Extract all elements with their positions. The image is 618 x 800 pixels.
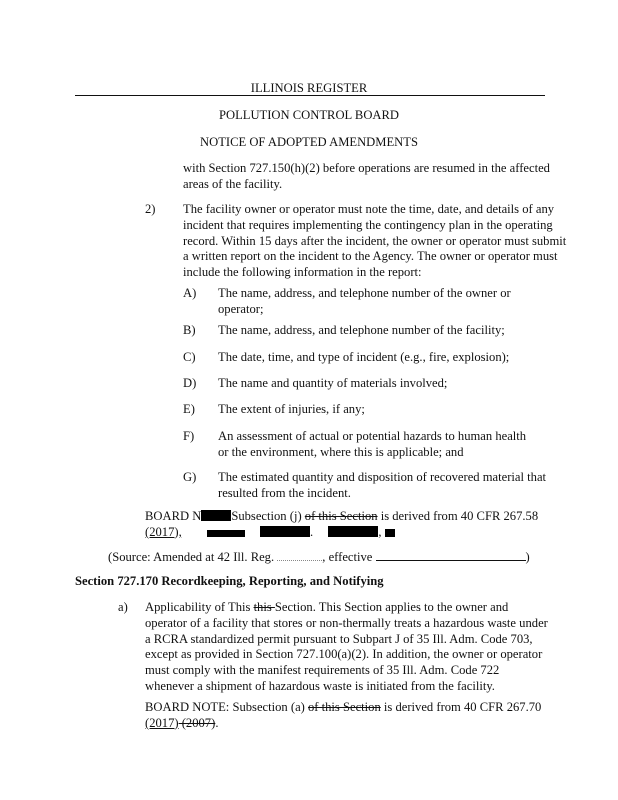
item-label: a): [118, 600, 128, 614]
subitem-text: The estimated quantity and disposition of recovered material that resulted from the incident.: [218, 470, 547, 500]
continuation-text: with Section 727.150(h)(2) before operations are resumed in the affected areas of the facility.: [183, 161, 550, 191]
redaction: [260, 526, 310, 537]
section-heading: Section 727.170 Recordkeeping, Reporting, and Notifying: [75, 574, 384, 588]
subitem-label: G): [183, 470, 197, 484]
subitem-label: E): [183, 402, 195, 416]
board-title: POLLUTION CONTROL BOARD: [218, 108, 400, 122]
subitem-text: The extent of injuries, if any;: [218, 402, 365, 416]
register-title: ILLINOIS REGISTER: [250, 81, 368, 95]
redaction: [328, 526, 378, 537]
subitem-text: The name, address, and telephone number of the owner or operator;: [218, 286, 511, 316]
subitem-text: The date, time, and type of incident (e.g., fire, explosion);: [218, 350, 510, 364]
subitem-label: B): [183, 323, 196, 337]
redaction: [385, 529, 395, 537]
subitem-text: The name, address, and telephone number of the facility;: [218, 323, 505, 337]
redaction: [207, 530, 245, 537]
notice-title: NOTICE OF ADOPTED AMENDMENTS: [200, 135, 418, 149]
board-note-1: BOARD N Subsection (j) of this Section is derived from 40 CFR 267.58 (2017), . ,: [145, 509, 539, 539]
subitem-label: C): [183, 350, 196, 364]
blank-date: [376, 549, 526, 561]
subitem-text: An assessment of actual or potential hazards to human health or the environment, where this is applicable; and: [218, 429, 527, 459]
redaction: [201, 510, 231, 521]
source-note: (Source: Amended at 42 Ill. Reg. , effective ): [108, 550, 530, 564]
subitem-label: D): [183, 376, 197, 390]
subitem-label: F): [183, 429, 195, 443]
header-rule: [75, 95, 545, 96]
board-note-2: BOARD NOTE: Subsection (a) of this Section is derived from 40 CFR 267.70 (2017) (2007).: [145, 700, 542, 730]
subitem-text: The name and quantity of materials involved;: [218, 376, 448, 390]
item-text: The facility owner or operator must note the time, date, and details of any incident that requires implementing the contingency plan in the operating record. Within 15 days after the incident, the owner or operator must submit a written report on the incident to the Agency. The owner or operator must include the following information in the report:: [183, 202, 567, 280]
item-text: Applicability of This this Section. This Section applies to the owner and operator of a facility that stores or non-thermally treats a hazardous waste under a RCRA standardized permit pursuant to Subpart J of 35 Ill. Adm. Code 703, except as provided in Section 727.100(a)(2). In addition, the owner or operator must comply with the manifest requirements of 35 Ill. Adm. Code 722 whenever a shipment of hazardous waste is initiated from the facility.: [145, 600, 548, 693]
blank-reg: [277, 551, 322, 561]
subitem-label: A): [183, 286, 197, 300]
item-label: 2): [145, 202, 156, 216]
